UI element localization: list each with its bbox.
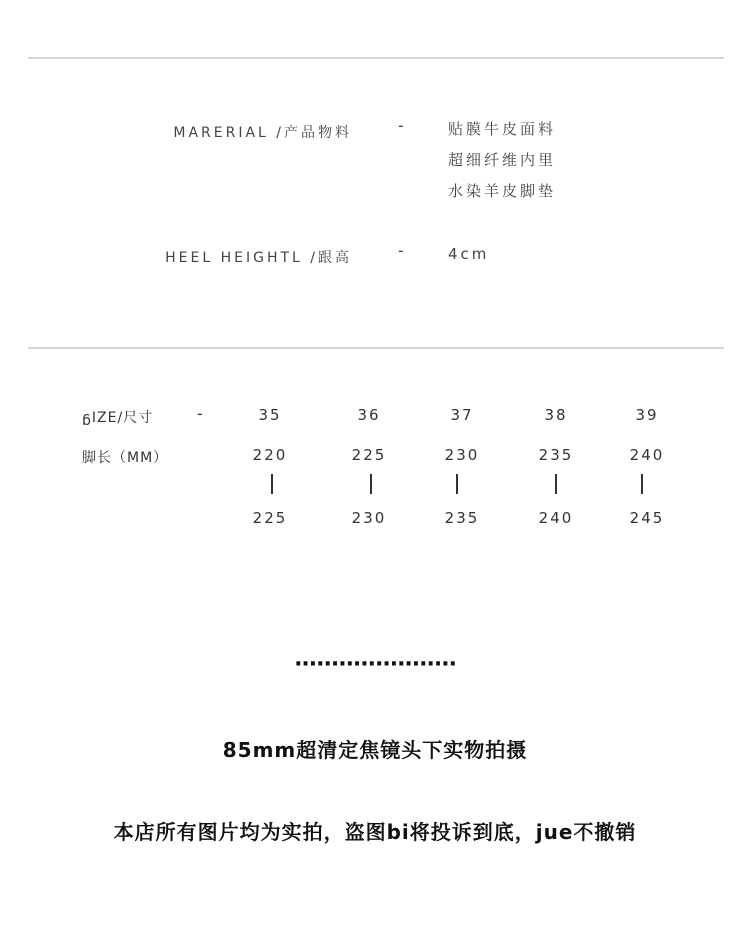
divider-top (28, 57, 724, 59)
material-dash: - (398, 116, 404, 135)
length-to: 235 (444, 509, 480, 527)
length-to: 240 (538, 509, 574, 527)
range-separator (555, 474, 557, 494)
range-separator (456, 474, 458, 494)
size-dash: - (197, 404, 203, 423)
foot-length-label: 脚长（MM） (82, 450, 169, 466)
length-to: 230 (351, 509, 387, 527)
lens-caption: 85mm超清定焦镜头下实物拍摄 (222, 738, 528, 762)
size-label: ᵷIZE/尺寸 (82, 410, 154, 426)
size-value: 35 (258, 406, 282, 424)
heel-dash: - (398, 241, 404, 260)
size-value: 38 (544, 406, 568, 424)
size-value: 37 (450, 406, 474, 424)
length-to: 225 (252, 509, 288, 527)
range-separator (641, 474, 643, 494)
dotted-divider: ······················ (294, 652, 456, 677)
length-from: 220 (252, 446, 288, 464)
heel-value: 4cm (448, 245, 490, 263)
material-label: MARERIAL /产品物料 (173, 125, 352, 141)
heel-label: HEEL HEIGHTL /跟高 (165, 250, 352, 266)
copyright-notice: 本店所有图片均为实拍，盗图bi将投诉到底，jue不撤销 (113, 820, 637, 844)
range-separator (370, 474, 372, 494)
length-to: 245 (629, 509, 665, 527)
material-value-2: 超细纤维内里 (448, 151, 557, 169)
range-separator (271, 474, 273, 494)
material-value-1: 贴膜牛皮面料 (448, 120, 557, 138)
material-values (448, 114, 556, 207)
length-from: 240 (629, 446, 665, 464)
length-from: 235 (538, 446, 574, 464)
length-from: 230 (444, 446, 480, 464)
length-from: 225 (351, 446, 387, 464)
material-value-3: 水染羊皮脚垫 (448, 182, 557, 200)
divider-middle (28, 347, 724, 349)
size-value: 39 (635, 406, 659, 424)
size-value: 36 (357, 406, 381, 424)
